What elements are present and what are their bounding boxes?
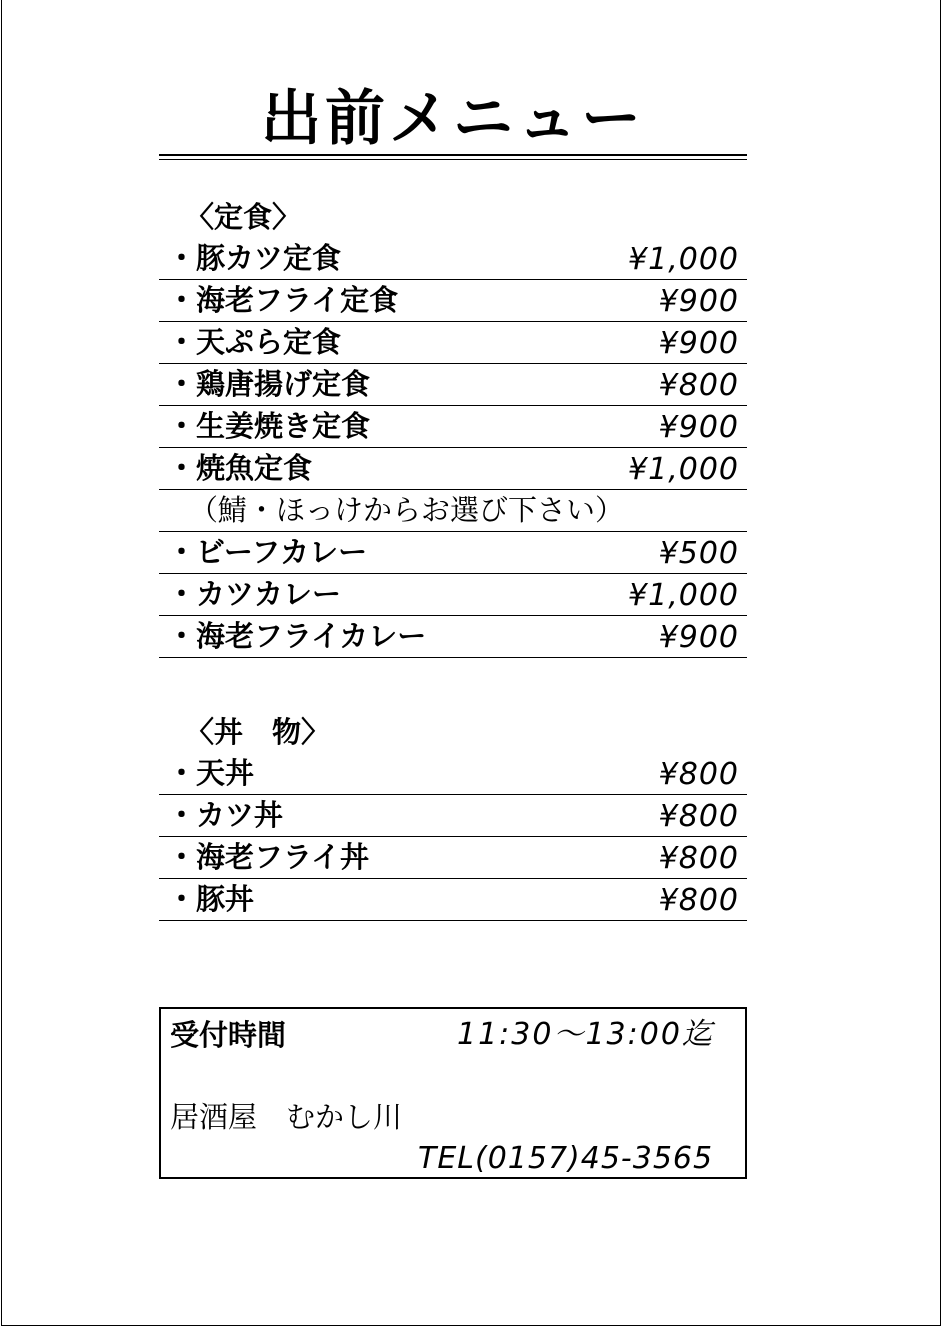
item-name: ・天丼 <box>167 756 255 790</box>
menu-item-note <box>159 490 747 532</box>
item-price: ¥800 <box>658 368 739 403</box>
info-box <box>159 1007 747 1179</box>
item-name: ・海老フライカレー <box>167 619 427 653</box>
menu-item <box>159 448 747 490</box>
menu-title: 出前メニュー <box>261 84 645 154</box>
menu-item <box>159 753 747 795</box>
item-price: ¥1,000 <box>628 452 739 487</box>
menu-item <box>159 616 747 658</box>
menu-item <box>159 238 747 280</box>
shop-name: 居酒屋 むかし川 <box>170 1100 403 1134</box>
item-name: ・海老フライ定食 <box>167 283 399 317</box>
item-price: ¥900 <box>658 284 739 319</box>
item-price: ¥900 <box>658 410 739 445</box>
section-heading: 〈定食〉 <box>185 200 302 234</box>
hours-label: 受付時間 <box>170 1018 287 1052</box>
menu-item <box>159 364 747 406</box>
item-price: ¥1,000 <box>628 242 739 277</box>
menu-item <box>159 837 747 879</box>
item-name: ・天ぷら定食 <box>167 325 342 359</box>
menu-item <box>159 280 747 322</box>
item-price: ¥800 <box>658 757 739 792</box>
section-rice-bowls <box>159 711 747 921</box>
title-double-rule <box>159 154 747 160</box>
item-price: ¥900 <box>658 620 739 655</box>
menu-item <box>159 406 747 448</box>
item-name: ・ビーフカレー <box>167 535 368 569</box>
item-name: ・鶏唐揚げ定食 <box>167 367 371 401</box>
item-price: ¥800 <box>658 799 739 834</box>
item-price: ¥900 <box>658 326 739 361</box>
menu-item <box>159 532 747 574</box>
menu-item <box>159 574 747 616</box>
item-name: ・生姜焼き定食 <box>167 409 371 443</box>
item-name: ・豚カツ定食 <box>167 241 342 275</box>
item-name: ・豚丼 <box>167 882 255 916</box>
menu-item <box>159 795 747 837</box>
section-set-meals <box>159 196 747 658</box>
section-heading: 〈丼 物〉 <box>185 715 331 749</box>
menu-item <box>159 322 747 364</box>
item-name: ・カツカレー <box>167 577 342 611</box>
item-price: ¥1,000 <box>628 578 739 613</box>
menu-item <box>159 879 747 921</box>
item-price: ¥500 <box>658 536 739 571</box>
item-price: ¥800 <box>658 841 739 876</box>
item-name: ・海老フライ丼 <box>167 840 370 874</box>
item-name: ・焼魚定食 <box>167 451 313 485</box>
note-text: （鯖・ほっけからお選び下さい） <box>189 493 625 527</box>
hours-value: 11:30～13:00迄 <box>457 1017 714 1052</box>
item-name: ・カツ丼 <box>167 798 284 832</box>
item-price: ¥800 <box>658 883 739 918</box>
phone-number: TEL(0157)45-3565 <box>418 1141 714 1176</box>
